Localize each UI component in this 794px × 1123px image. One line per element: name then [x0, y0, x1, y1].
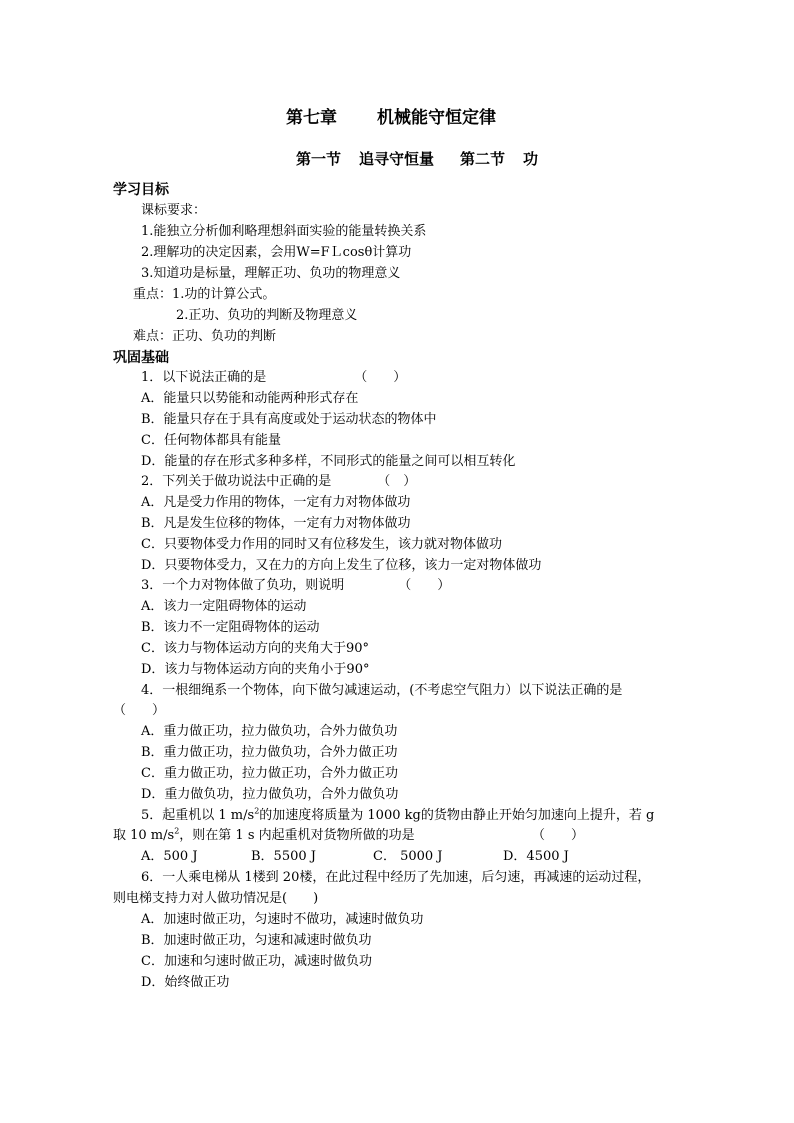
q4-option-c: C．重力做正功，拉力做正功，合外力做正功	[141, 766, 398, 781]
chapter-name: 机械能守恒定律	[377, 108, 496, 128]
section-1-label: 第一节	[296, 150, 342, 168]
section-2-label: 第二节	[460, 150, 506, 168]
question-2	[141, 472, 416, 492]
difficulties-text: 正功、负功的判断	[172, 329, 277, 344]
q6-option-b: B．加速时做正功，匀速和减速时做负功	[141, 933, 372, 948]
question-1	[141, 368, 406, 388]
key-point-1: 1.功的计算公式。	[172, 287, 276, 302]
chapter-title	[286, 106, 496, 130]
question-3	[141, 576, 450, 596]
q6-option-a: A．加速时做正功，匀速时不做功，减速时做负功	[141, 912, 424, 927]
q1-option-a: A．能量只以势能和动能两种形式存在	[141, 391, 359, 406]
question-2-stem: 2．下列关于做功说法中正确的是	[141, 474, 332, 489]
section-1-name: 追寻守恒量	[359, 150, 435, 168]
q2-option-d: D．只要物体受力，又在力的方向上发生了位移，该力一定对物体做功	[141, 558, 542, 573]
q5-option-c: C． 5000 J	[373, 849, 443, 864]
q5-option-b: B．5500 J	[251, 849, 316, 864]
q2-option-b: B．凡是发生位移的物体，一定有力对物体做功	[141, 516, 411, 531]
requirements-label: 课标要求：	[141, 203, 207, 218]
basics-heading: 巩固基础	[113, 350, 169, 366]
section-2-name: 功	[523, 150, 539, 168]
objective-item-1: 1.能独立分析伽利略理想斜面实验的能量转换关系	[141, 224, 427, 239]
q5-option-d: D．4500 J	[503, 849, 569, 864]
answer-paren: （ ）	[532, 828, 585, 843]
objectives-heading: 学习目标	[113, 182, 169, 198]
question-3-stem: 3．一个力对物体做了负功，则说明	[141, 578, 345, 593]
q3-option-b: B．该力不一定阻碍物体的运动	[141, 620, 320, 635]
chapter-number: 第七章	[286, 108, 337, 128]
q2-option-a: A．凡是受力作用的物体，一定有力对物体做功	[141, 495, 411, 510]
answer-paren: （ ）	[377, 474, 417, 489]
q3-option-a: A．该力一定阻碍物体的运动	[141, 599, 307, 614]
answer-paren: （ ）	[398, 578, 451, 593]
answer-paren: （ ）	[113, 703, 166, 718]
q4-option-b: B．重力做正功，拉力做负功，合外力做正功	[141, 745, 398, 760]
objective-item-3: 3.知道功是标量，理解正功、负功的物理意义	[141, 266, 401, 281]
q4-option-a: A．重力做正功，拉力做负功，合外力做负功	[141, 724, 398, 739]
question-6-stem: 6．一人乘电梯从 1楼到 20楼，在此过程中经历了先加速，后匀速，再减速的运动过程，	[141, 870, 651, 885]
objective-item-2: 2.理解功的决定因素，会用W=FＬcosθ计算功	[141, 245, 412, 260]
difficulties-label: 难点：	[133, 329, 173, 344]
key-point-2: 2.正功、负功的判断及物理意义	[176, 308, 358, 323]
q4-option-d: D．重力做负功，拉力做负功，合外力做负功	[141, 787, 399, 802]
section-subtitle	[296, 148, 538, 170]
q6-option-c: C．加速和匀速时做正功，减速时做负功	[141, 954, 372, 969]
question-4-stem: 4．一根细绳系一个物体，向下做匀减速运动，(不考虑空气阻力）以下说法正确的是	[141, 683, 623, 698]
question-6-stem-cont: 则电梯支持力对人做功情况是( )	[113, 891, 319, 906]
question-5-stem-cont: 取 10 $m/s^2$，则在第 1 s 内起重机对货物所做的功是	[113, 826, 415, 843]
q6-option-d: D．始终做正功	[141, 975, 230, 990]
difficulties	[133, 327, 276, 347]
answer-paren: （ ）	[354, 370, 407, 385]
q3-option-c: C．该力与物体运动方向的夹角大于90°	[141, 641, 369, 656]
q1-option-d: D．能量的存在形式多种多样，不同形式的能量之间可以相互转化	[141, 454, 516, 469]
q1-option-c: C．任何物体都具有能量	[141, 433, 281, 448]
question-1-stem: 1．以下说法正确的是	[141, 370, 267, 385]
q2-option-c: C．只要物体受力作用的同时又有位移发生，该力就对物体做功	[141, 537, 502, 552]
q3-option-d: D．该力与物体运动方向的夹角小于90°	[141, 662, 370, 677]
q1-option-b: B．能量只存在于具有高度或处于运动状态的物体中	[141, 412, 437, 427]
key-points	[133, 285, 275, 305]
key-points-label: 重点：	[133, 287, 173, 302]
question-5-stem: 5．起重机以 1 $m/s^2$的加速度将质量为 1000 kg的货物由静止开始匀加速向上提升，若 g	[141, 806, 655, 823]
q5-option-a: A．500 J	[141, 849, 198, 864]
